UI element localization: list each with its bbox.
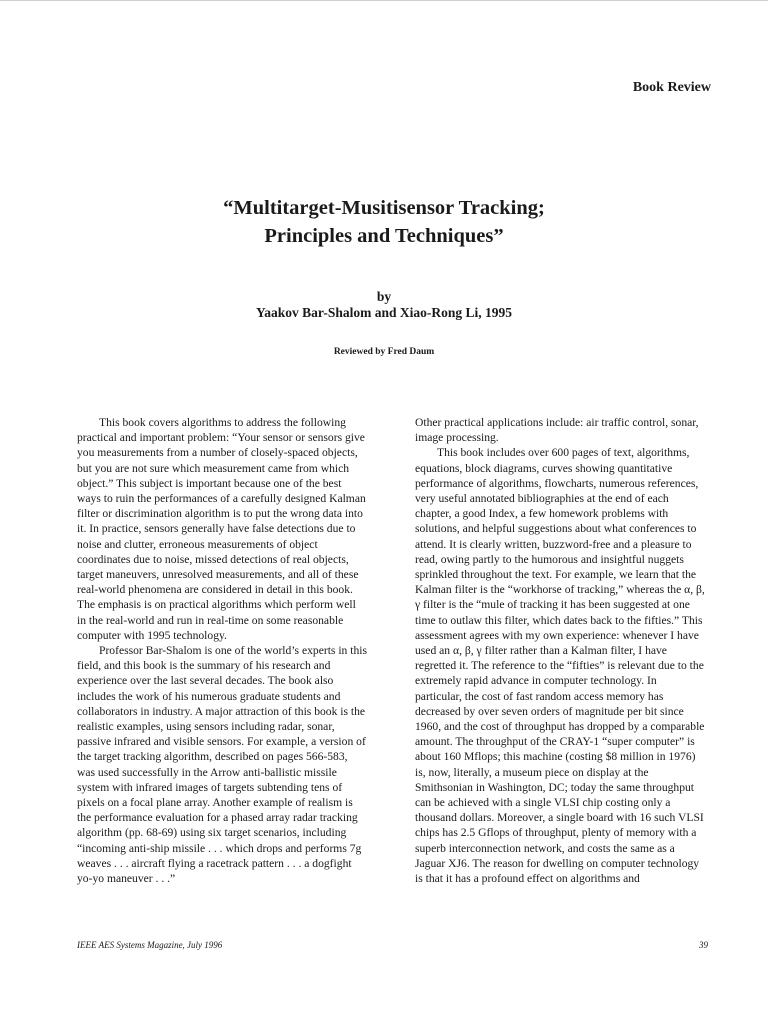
footer-journal: IEEE AES Systems Magazine, July 1996 — [77, 940, 223, 950]
left-column — [77, 415, 367, 886]
section-label: Book Review — [632, 80, 711, 95]
left-paragraph-1: This book covers algorithms to address the following practical and important problem: “Your sensor or sensors give you measurements from a number of closely-spaced objects, but you are not sure which measurement came from which object.” This subject is important because one of the best ways to ruin the performances of a carefully designed Kalman filter or discrimination algorithm is to put the wrong data into it. In practice, sensors generally have false detections due to noise and clutter, erroneous measurements of object coordinates due to noise, missed detections of real objects, target maneuvers, unresolved measurements, and all of these real-world phenomena are considered in detail in this book. The emphasis is on practical algorithms which perform well in the real-world and run in real-time on some reasonable computer with 1995 technology. — [77, 416, 366, 642]
byline-by: by — [376, 289, 392, 304]
byline-reviewer: Reviewed by Fred Daum — [333, 347, 435, 357]
right-paragraph-1: Other practical applications include: air traffic control, sonar, image processing. — [415, 416, 699, 445]
left-paragraph-2: Professor Bar-Shalom is one of the world’s experts in this field, and this book is the summary of his research and experience over the last several decades. The book also includes the work of his numerous graduate students and collaborators in industry. A major attraction of this book is the realistic examples, using sensors including radar, sonar, passive infrared and visible sensors. For example, a version of the target tracking algorithm, described on pages 566-583, was used successfully in the Arrow anti-ballistic missile system with infrared images of targets subtending tens of pixels on a focal plane array. Another example of realism is the performance evaluation for a phased array radar tracking algorithm (pp. 68-69) using six target scenarios, including “incoming anti-ship missile . . . which drops and performs 7g weaves . . . aircraft flying a racetrack pattern . . . a dogfight yo-yo maneuver . . .” — [77, 644, 367, 886]
top-rule — [0, 0, 768, 1]
footer-page-number: 39 — [699, 940, 708, 950]
title-line-1: “Multitarget-Musitisensor Tracking; — [223, 197, 545, 219]
right-paragraph-2: This book includes over 600 pages of text, algorithms, equations, block diagrams, curves showing quantitative performance of algorithms, flowcharts, numerous references, very useful annotated bibliographies at the end of each chapter, a good Index, a few homework problems with solutions, and helpful suggestions about what conferences to attend. It is clearly written, buzzword-free and a pleasure to read, owing partly to the humorous and insightful nuggets sprinkled throughout the text. For example, we learn that the Kalman filter is the “workhorse of tracking,” whereas the α, β, γ filter is the “mule of tracking it has been suggested at one time to outlaw this filter, which dates back to the fifties.” This assessment agrees with my own experience: whenever I have used an α, β, γ filter rather than a Kalman filter, I have regretted it. The reference to the “fifties” is relevant due to the extremely rapid advance in computer technology. In particular, the cost of fast random access memory has decreased by over seven orders of magnitude per bit since 1960, and the cost of throughput has dropped by a comparable amount. The throughput of the CRAY-1 “super computer” is about 160 Mflops; this machine (costing $8 million in 1976) is, now, literally, a museum piece on display at the Smithsonian in Washington, DC; today the same throughput can be achieved with a single VLSI chip costing only a thousand dollars. Moreover, a single board with 16 such VLSI chips has 2.5 Gflops of throughput, plenty of memory with a superb interconnection network, and costs the same as a Jaguar XJ6. The reason for dwelling on computer technology is that it has a profound effect on algorithms and — [415, 446, 705, 886]
title-line-2: Principles and Techniques” — [264, 225, 504, 247]
right-column — [415, 415, 705, 886]
byline-authors: Yaakov Bar-Shalom and Xiao-Rong Li, 1995 — [255, 305, 513, 320]
article-title — [0, 194, 768, 250]
